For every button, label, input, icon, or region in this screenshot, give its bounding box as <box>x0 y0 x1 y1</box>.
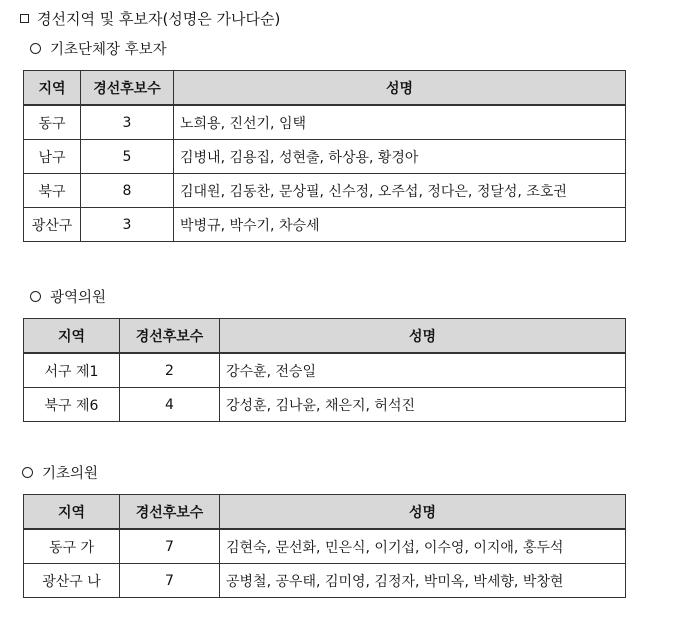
cell-region: 동구 <box>24 105 81 140</box>
table-row <box>24 564 626 598</box>
cell-count: 5 <box>81 140 174 174</box>
section-heading-text: 광역의원 <box>50 290 107 306</box>
cell-region: 서구 제1 <box>24 353 120 388</box>
cell-count: 4 <box>120 388 220 422</box>
cell-count: 7 <box>120 564 220 598</box>
section-heading-mayor <box>30 38 167 59</box>
table-mayor-candidates <box>23 70 626 242</box>
header-names: 성명 <box>220 495 626 530</box>
table-metro-council-candidates <box>23 318 626 422</box>
cell-region: 북구 <box>24 174 81 208</box>
table-header-row <box>24 495 626 530</box>
table-row <box>24 105 626 140</box>
header-count: 경선후보수 <box>120 495 220 530</box>
circle-bullet-icon <box>30 43 41 54</box>
section-heading-metro-council <box>30 286 106 307</box>
table-row <box>24 529 626 564</box>
table-header-row <box>24 319 626 354</box>
section-heading-text: 기초의원 <box>42 466 99 482</box>
cell-region: 동구 가 <box>24 529 120 564</box>
table-local-council-candidates <box>23 494 626 598</box>
circle-bullet-icon <box>22 467 33 478</box>
cell-names: 공병철, 공우태, 김미영, 김정자, 박미옥, 박세향, 박창현 <box>220 564 626 598</box>
cell-region: 남구 <box>24 140 81 174</box>
table-header-row <box>24 71 626 106</box>
header-names: 성명 <box>174 71 626 106</box>
cell-region: 광산구 나 <box>24 564 120 598</box>
cell-count: 7 <box>120 529 220 564</box>
section-heading-text: 기초단체장 후보자 <box>50 42 167 58</box>
cell-names: 박병규, 박수기, 차승세 <box>174 208 626 242</box>
header-region: 지역 <box>24 71 81 106</box>
header-region: 지역 <box>24 495 120 530</box>
cell-region: 광산구 <box>24 208 81 242</box>
header-names: 성명 <box>220 319 626 354</box>
cell-names: 강성훈, 김나윤, 채은지, 허석진 <box>220 388 626 422</box>
square-bullet-icon <box>20 14 29 23</box>
cell-names: 노희용, 진선기, 임택 <box>174 105 626 140</box>
cell-count: 3 <box>81 105 174 140</box>
cell-names: 강수훈, 전승일 <box>220 353 626 388</box>
document-title <box>20 8 280 29</box>
header-count: 경선후보수 <box>81 71 174 106</box>
header-count: 경선후보수 <box>120 319 220 354</box>
header-region: 지역 <box>24 319 120 354</box>
table-row <box>24 208 626 242</box>
cell-count: 2 <box>120 353 220 388</box>
table-row <box>24 388 626 422</box>
circle-bullet-icon <box>30 291 41 302</box>
cell-count: 3 <box>81 208 174 242</box>
cell-names: 김대원, 김동찬, 문상필, 신수정, 오주섭, 정다은, 정달성, 조호권 <box>174 174 626 208</box>
table-row <box>24 174 626 208</box>
cell-names: 김현숙, 문선화, 민은식, 이기섭, 이수영, 이지애, 홍두석 <box>220 529 626 564</box>
section-heading-local-council <box>22 462 98 483</box>
cell-count: 8 <box>81 174 174 208</box>
cell-names: 김병내, 김용집, 성현출, 하상용, 황경아 <box>174 140 626 174</box>
cell-region: 북구 제6 <box>24 388 120 422</box>
document-title-text: 경선지역 및 후보자(성명은 가나다순) <box>37 10 281 28</box>
table-row <box>24 140 626 174</box>
table-row <box>24 353 626 388</box>
